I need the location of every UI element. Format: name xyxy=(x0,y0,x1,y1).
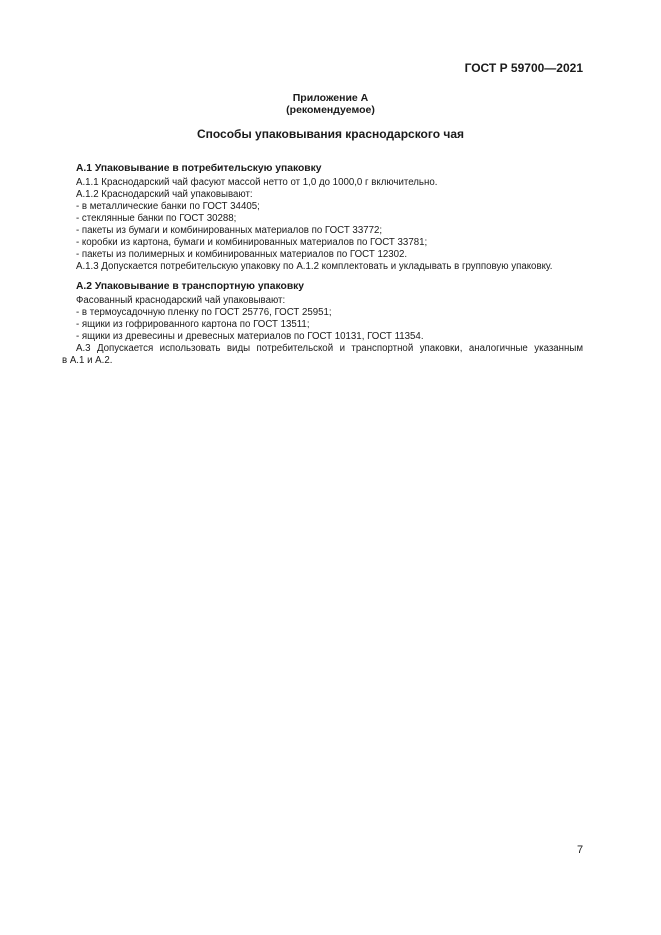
section-a2-heading: А.2 Упаковывание в транспортную упаковку xyxy=(76,281,305,292)
appendix-status: (рекомендуемое) xyxy=(286,104,375,116)
list-item: - в металлические банки по ГОСТ 34405; xyxy=(76,201,260,212)
appendix-title: Способы упаковывания краснодарского чая xyxy=(196,127,465,141)
list-item: - стеклянные банки по ГОСТ 30288; xyxy=(76,213,237,224)
paragraph-a2-intro: Фасованный краснодарский чай упаковывают: xyxy=(76,295,286,306)
paragraph-a1-3: А.1.3 Допускается потребительскую упаковку по А.1.2 комплектовать и укладывать в групповую упаковку. xyxy=(76,261,553,272)
paragraph-a1-2: А.1.2 Краснодарский чай упаковывают: xyxy=(76,189,253,200)
paragraph-a3: А.3 Допускается использовать виды потребительской и транспортной упаковки, аналогичные указанным xyxy=(76,343,583,354)
list-item: - ящики из древесины и древесных материалов по ГОСТ 10131, ГОСТ 11354. xyxy=(76,331,424,342)
page-number: 7 xyxy=(577,844,584,856)
appendix-label: Приложение А xyxy=(292,92,369,104)
list-item: - в термоусадочную пленку по ГОСТ 25776, ГОСТ 25951; xyxy=(76,307,332,318)
document-code: ГОСТ Р 59700—2021 xyxy=(464,61,583,75)
list-item: - пакеты из полимерных и комбинированных материалов по ГОСТ 12302. xyxy=(76,249,408,260)
list-item: - ящики из гофрированного картона по ГОСТ 13511; xyxy=(76,319,310,330)
paragraph-a3-continuation: в А.1 и А.2. xyxy=(62,355,113,366)
list-item: - пакеты из бумаги и комбинированных материалов по ГОСТ 33772; xyxy=(76,225,383,236)
section-a1-heading: А.1 Упаковывание в потребительскую упаковку xyxy=(76,163,322,174)
paragraph-a1-1: А.1.1 Краснодарский чай фасуют массой нетто от 1,0 до 1000,0 г включительно. xyxy=(76,177,438,188)
list-item: - коробки из картона, бумаги и комбинированных материалов по ГОСТ 33781; xyxy=(76,237,428,248)
